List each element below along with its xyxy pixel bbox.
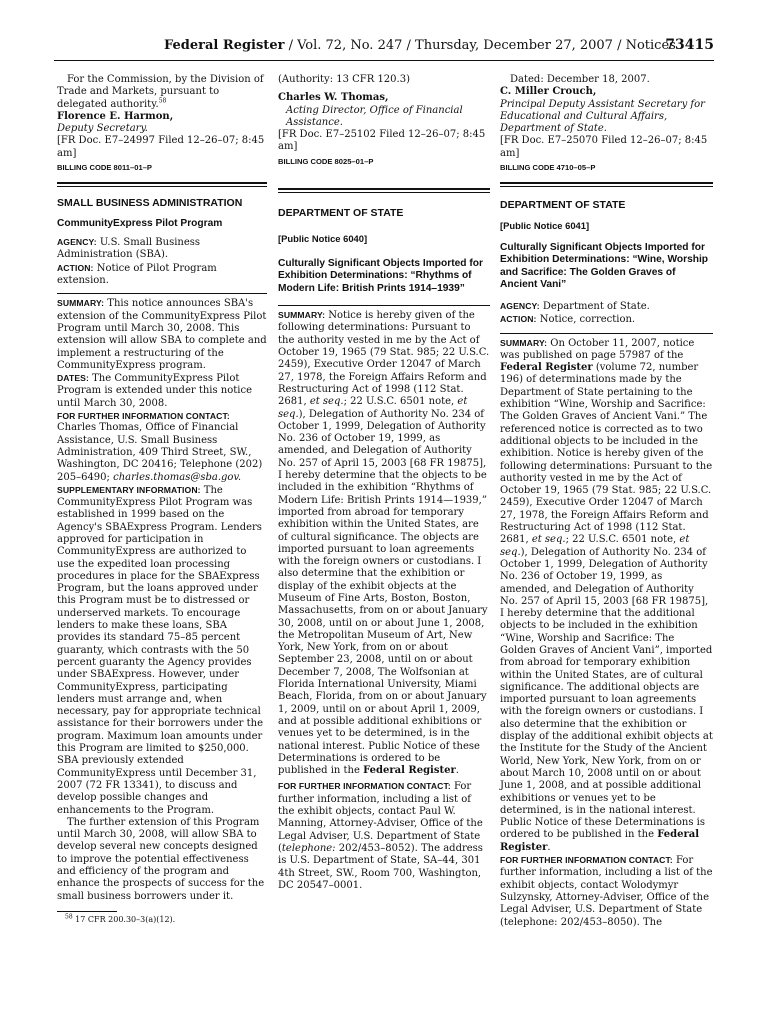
contact-text: Charles Thomas, Office of Financial Assistance, U.S. Small Business Administration, 409 Third Street, SW., Washington, DC 20416; Telephone (202) 205–6490; charles.thomas@sba.gov. — [57, 422, 263, 483]
federal-register-ref: Federal Register — [500, 362, 593, 374]
summary: SUMMARY: On October 11, 2007, notice was published on page 57987 of the Federal Register (volume 72, number 196) of determinations made by the Department of State pertaining to the exhibition “Wine, Worship and Sacrifice: The Golden Graves of Ancient Vani.” The referenced notice is corrected as to two additional objects to be included in the exhibition. Notice is hereby given of the following determinations: Pursuant to the authority vested in me by the Act of October 19, 1965 (79 Stat. 985; 22 U.S.C. 2459), Executive Order 12047 of March 27, 1978, the Foreign Affairs Reform and Restructuring Act of 1998 (112 Stat. 2681, et seq.; 22 U.S.C. 6501 note, et seq.), Delegation of Authority No. 234 of October 1, 1999, Delegation of Authority No. 236 of October 19, 1999, as amended, and Delegation of Authority No. 257 of April 15, 2003 [68 FR 19875], I hereby determine that the additional objects to be included in the exhibition “Wine, Worship and Sacrifice: The Golden Graves of Ancient Vani”, imported from abroad for temporary exhibition within the United States, are of cultural significance. The additional objects are imported pursuant to loan agreements with the foreign owners or custodians. I also determine that the exhibition or display of the additional exhibit objects at the Institute for the Study of the Ancient World, New York, New York, from on or about March 10, 2008 until on or about June 1, 2008, and at possible additional exhibitions or venues yet to be determined, is in the national interest. Public Notice of these Determinations is ordered to be published in the Federal Register. — [500, 337, 713, 853]
footnote-marker: 58 — [158, 97, 167, 105]
signer-name: Florence E. Harmon, — [57, 110, 174, 122]
public-notice-number: [Public Notice 6041] — [500, 219, 590, 231]
agency-heading: SMALL BUSINESS ADMINISTRATION — [57, 197, 243, 210]
column-1 — [57, 74, 267, 926]
commission-note: For the Commission, by the Division of Trade and Markets, pursuant to delegated authority.$^{58}$ — [57, 74, 264, 110]
signer-title: Acting Director, Office of Financial Assistance. — [286, 104, 463, 128]
contact: FOR FURTHER INFORMATION CONTACT: For further information, including a list of the exhibit objects, contact Wolodymyr Sulzynsky, Attorney-Adviser, Office of the Legal Adviser, U.S. Department of State (telephone: 202/453–8050). The — [500, 855, 713, 928]
dated: Dated: December 18, 2007. — [510, 74, 650, 85]
section-divider — [278, 188, 490, 193]
fr-doc: [FR Doc. E7–25102 Filed 12–26–07; 8:45 am] — [278, 129, 486, 153]
federal-register-ref: Federal Register — [500, 829, 700, 853]
billing-code: BILLING CODE 8025–01–P — [278, 156, 374, 166]
section-divider — [57, 182, 267, 187]
section-divider — [500, 182, 713, 187]
summary: SUMMARY: Notice is hereby given of the following determinations: Pursuant to the authority vested in me by the Act of October 19, 1965 (79 Stat. 985; 22 U.S.C. 2459), Executive Order 12047 of March 27, 1978, the Foreign Affairs Reform and Restructuring Act of 1998 (112 Stat. 2681, et seq.; 22 U.S.C. 6501 note, et seq.), Delegation of Authority No. 234 of October 1, 1999, Delegation of Authority No. 236 of October 19, 1999, as amended, and Delegation of Authority No. 257 of April 15, 2003 [68 FR 19875], I hereby determine that the objects to be included in the exhibition “Rhythms of Modern Life: British Prints 1914—1939,” imported from abroad for temporary exhibition within the United States, are of cultural significance. The objects are imported pursuant to loan agreements with the foreign owners or custodians. I also determine that the exhibition or display of the exhibit objects at the Museum of Fine Arts, Boston, Boston, Massachusetts, from on or about January 30, 2008, until on or about June 1, 2008, the Metropolitan Museum of Art, New York, New York, from on or about September 23, 2008, until on or about December 7, 2008, The Wolfsonian at Florida International University, Miami Beach, Florida, from on or about January 1, 2009, until on or about April 1, 2009, and at possible additional exhibitions or venues yet to be determined, is in the national interest. Public Notice of these Determinations is ordered to be published in the Federal Register. — [278, 310, 490, 777]
publication-name: Federal Register — [164, 38, 285, 53]
notice-heading: Culturally Significant Objects Imported for Exhibition Determinations: “Rhythms of Modern Life: British Prints 1914–1939” — [278, 257, 483, 294]
public-notice-number: [Public Notice 6040] — [278, 233, 368, 245]
agency-heading: DEPARTMENT OF STATE — [278, 207, 404, 220]
header-rule — [54, 60, 714, 61]
divider — [57, 293, 267, 294]
notice-heading: CommunityExpress Pilot Program — [57, 217, 223, 229]
footnote: $^{58}$ 17 CFR 200.30–3(a)(12). — [65, 913, 176, 924]
agency-line: AGENCY: U.S. Small Business Administration (SBA). — [57, 237, 201, 261]
agency-heading: DEPARTMENT OF STATE — [500, 199, 626, 212]
agency-line: AGENCY: Department of State. — [500, 300, 650, 312]
notice-heading: Culturally Significant Objects Imported for Exhibition Determinations: “Wine, Worship and Sacrifice: The Golden Graves of Ancient Vani” — [500, 241, 709, 291]
supplementary-info: SUPPLEMENTARY INFORMATION: The CommunityExpress Pilot Program was established in 1999 based on the Agency's SBAExpress Program. Lenders approved for participation in CommunityExpress are authorized to use the expedited loan processing procedures in place for the SBAExpress Program, but the loans approved under this Program must be to distressed or underserved markets. To encourage lenders to make these loans, SBA provides its standard 75–85 percent guaranty, which contrasts with the 50 percent guaranty the Agency provides under SBAExpress. However, under CommunityExpress, participating lenders must arrange and, when necessary, pay for appropriate technical assistance for their borrowers under the program. Maximum loan amounts under this Program are limited to $250,000. SBA previously extended CommunityExpress until December 31, 2007 (72 FR 13341), to discuss and develop possible changes and enhancements to the Program. — [57, 484, 263, 816]
signer-name: C. Miller Crouch, — [500, 86, 597, 98]
column-3 — [500, 74, 713, 929]
summary: SUMMARY: This notice announces SBA's extension of the CommunityExpress Pilot Program until March 30, 2008. This extension will allow SBA to complete and implement a restructuring of the CommunityExpress program. — [57, 298, 267, 371]
billing-code: BILLING CODE 8011–01–P — [57, 163, 152, 173]
footnote-rule — [57, 911, 117, 912]
signer-title: Deputy Secretary. — [57, 123, 148, 135]
authority: (Authority: 13 CFR 120.3) — [278, 74, 410, 85]
dates: DATES: The CommunityExpress Pilot Program is extended under this notice until March 30, 2008. — [57, 373, 252, 409]
action-line: ACTION: Notice of Pilot Program extension. — [57, 262, 217, 287]
issue-info: / Vol. 72, No. 247 / Thursday, December 27, 2007 / Notices — [284, 38, 676, 53]
page-number: 73415 — [665, 37, 714, 53]
header-citation — [164, 38, 676, 53]
divider — [500, 333, 713, 334]
billing-code: BILLING CODE 4710–05–P — [500, 163, 596, 173]
signer-name: Charles W. Thomas, — [278, 92, 389, 104]
page-header — [54, 38, 714, 58]
federal-register-ref: Federal Register — [363, 765, 456, 777]
action-line: ACTION: Notice, correction. — [500, 314, 636, 326]
fr-doc: [FR Doc. E7–25070 Filed 12–26–07; 8:45 am] — [500, 135, 708, 159]
paragraph: The further extension of this Program until March 30, 2008, will allow SBA to develop several new concepts designed to improve the potential effectiveness and efficiency of the program and enhance the prospects of success for the small business borrowers under it. — [57, 816, 265, 902]
fr-doc: [FR Doc. E7–24997 Filed 12–26–07; 8:45 am] — [57, 135, 265, 159]
contact: FOR FURTHER INFORMATION CONTACT: For further information, including a list of the exhibit objects, contact Paul W. Manning, Attorney-Adviser, Office of the Legal Adviser, U.S. Department of State (telephone: 202/453–8052). The address is U.S. Department of State, SA–44, 301 4th Street, SW., Room 700, Washington, DC 20547–0001. — [278, 781, 483, 891]
column-2 — [278, 74, 490, 892]
divider — [278, 305, 490, 306]
contact-label: FOR FURTHER INFORMATION CONTACT: — [57, 411, 230, 422]
signer-title: Principal Deputy Assistant Secretary for Educational and Cultural Affairs, Department of State. — [500, 98, 705, 135]
contact-email: charles.thomas@sba.gov. — [113, 471, 242, 483]
